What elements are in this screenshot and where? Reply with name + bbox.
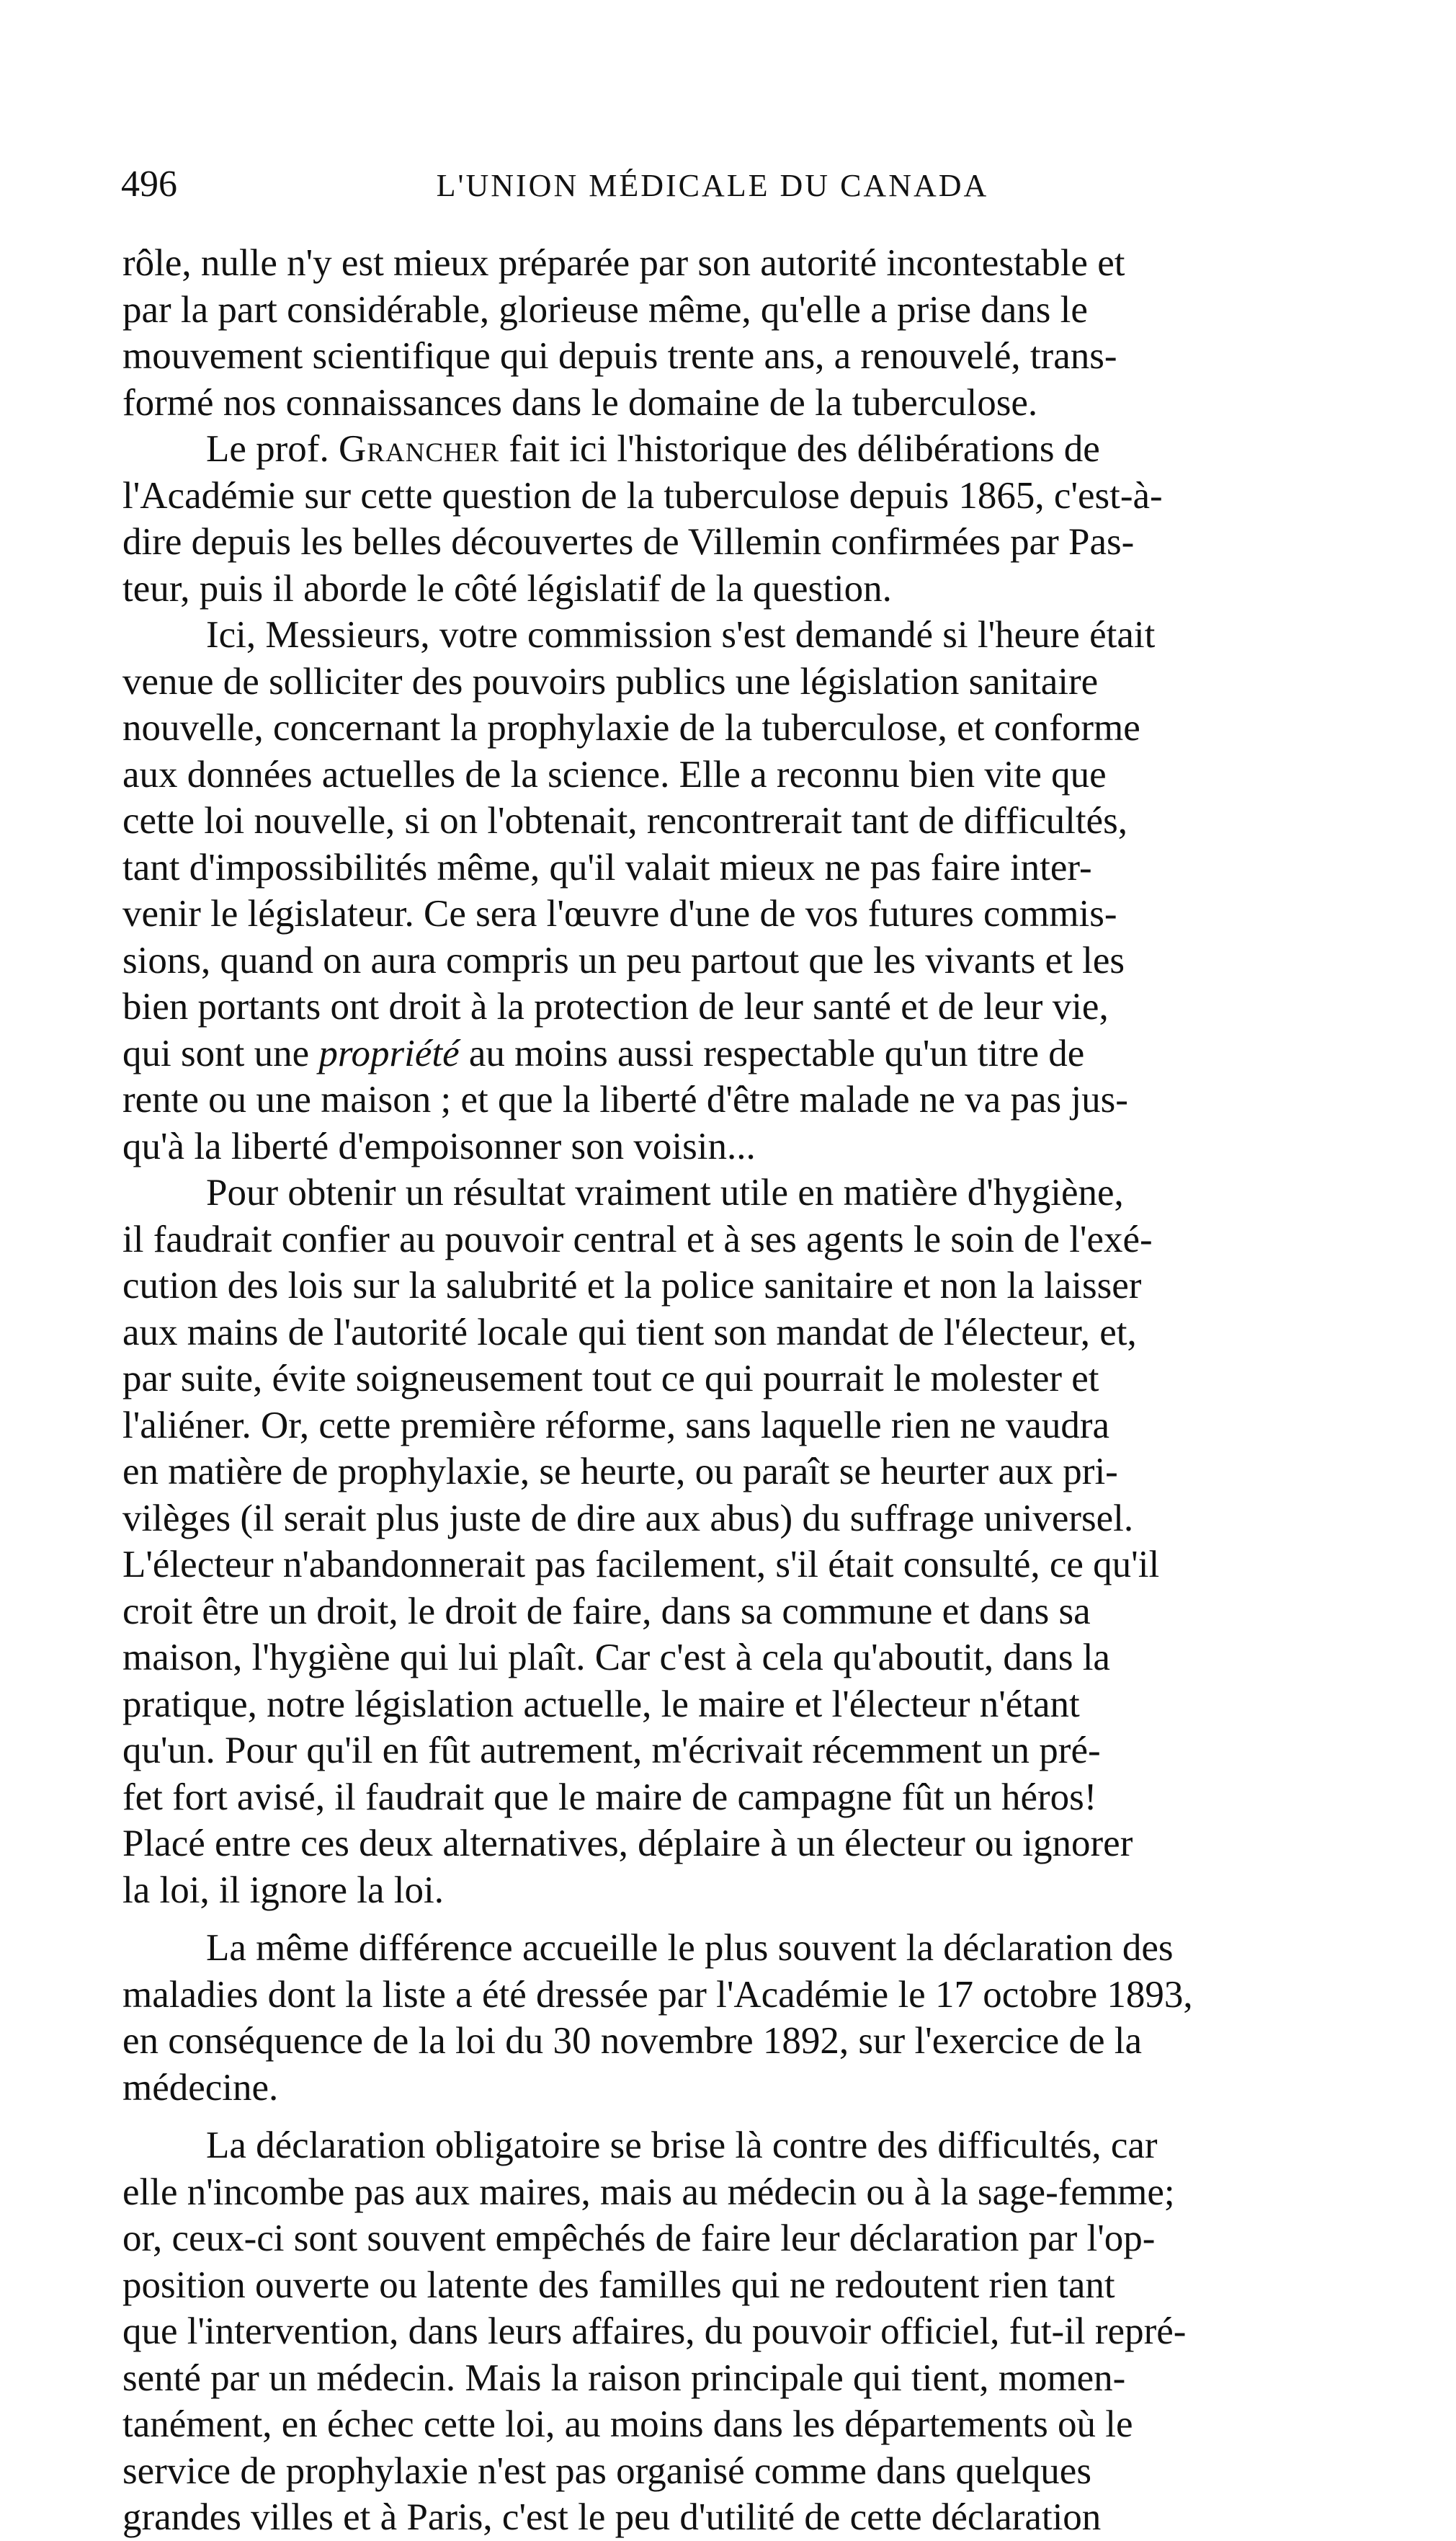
running-title: L'UNION MÉDICALE DU CANADA bbox=[436, 168, 989, 203]
text-run: au moins aussi respectable qu'un titre de bbox=[459, 1032, 1085, 1074]
text-line: teur, puis il aborde le côté législatif de la question. bbox=[122, 567, 892, 610]
text-run: fait ici l'historique des délibérations de bbox=[499, 428, 1100, 470]
text-line: bien portants ont droit à la protection de leur santé et de leur vie, bbox=[122, 986, 1109, 1028]
text-line: formé nos connaissances dans le domaine de la tuberculose. bbox=[122, 381, 1038, 424]
text-run: qui sont une bbox=[122, 1032, 319, 1074]
text-line: Ici, Messieurs, votre commission s'est demandé si l'heure était bbox=[206, 614, 1156, 656]
body-text bbox=[122, 240, 1412, 2541]
text-line: tanément, en échec cette loi, au moins dans les départements où le bbox=[122, 2403, 1133, 2445]
text-line: rente ou une maison ; et que la liberté d'être malade ne va pas jus- bbox=[122, 1079, 1128, 1121]
text-line: par suite, évite soigneusement tout ce qui pourrait le molester et bbox=[122, 1358, 1099, 1399]
text-line: rôle, nulle n'y est mieux préparée par son autorité incontestable et bbox=[122, 242, 1125, 284]
text-line: nouvelle, concernant la prophylaxie de la tuberculose, et conforme bbox=[122, 707, 1140, 749]
text-line: par la part considérable, glorieuse même, qu'elle a prise dans le bbox=[122, 288, 1088, 331]
text-line: que l'intervention, dans leurs affaires, du pouvoir officiel, fut-il repré- bbox=[122, 2310, 1187, 2352]
text-line: La même différence accueille le plus souvent la déclaration des bbox=[206, 1927, 1174, 1969]
text-line: La déclaration obligatoire se brise là contre des difficultés, car bbox=[206, 2124, 1158, 2166]
text-line: sions, quand on aura compris un peu partout que les vivants et les bbox=[122, 939, 1125, 982]
text-line: qu'à la liberté d'empoisonner son voisin... bbox=[122, 1125, 756, 1167]
text-line: cette loi nouvelle, si on l'obtenait, rencontrerait tant de difficultés, bbox=[122, 800, 1127, 842]
page-number: 496 bbox=[121, 164, 177, 205]
text-line: l'Académie sur cette question de la tuberculose depuis 1865, c'est-à- bbox=[122, 474, 1163, 517]
author-name: Grancher bbox=[338, 428, 500, 470]
text-line: tant d'impossibilités même, qu'il valait mieux ne pas faire inter- bbox=[122, 846, 1092, 889]
text-line: maison, l'hygiène qui lui plaît. Car c'est à cela qu'aboutit, dans la bbox=[122, 1637, 1110, 1678]
text-line: la loi, il ignore la loi. bbox=[122, 1869, 444, 1911]
text-line: venue de solliciter des pouvoirs publics une législation sanitaire bbox=[122, 660, 1099, 703]
text-run: Le prof. bbox=[206, 428, 339, 470]
text-line: fet fort avisé, il faudrait que le maire de campagne fût un héros! bbox=[122, 1776, 1097, 1818]
text-line: Placé entre ces deux alternatives, déplaire à un électeur ou ignorer bbox=[122, 1823, 1133, 1864]
text-line: grandes villes et à Paris, c'est le peu d'utilité de cette déclaration bbox=[122, 2496, 1102, 2538]
text-line: aux mains de l'autorité locale qui tient son mandat de l'électeur, et, bbox=[122, 1311, 1137, 1353]
text-line: position ouverte ou latente des familles qui ne redoutent rien tant bbox=[122, 2264, 1115, 2306]
text-line: dire depuis les belles découvertes de Villemin confirmées par Pas- bbox=[122, 521, 1135, 563]
text-line: vilèges (il serait plus juste de dire aux abus) du suffrage universel. bbox=[122, 1497, 1134, 1539]
text-line: L'électeur n'abandonnerait pas facilement, s'il était consulté, ce qu'il bbox=[122, 1544, 1160, 1585]
text-line: en matière de prophylaxie, se heurte, ou paraît se heurter aux pri- bbox=[122, 1451, 1118, 1492]
text-line: Pour obtenir un résultat vraiment utile en matière d'hygiène, bbox=[206, 1172, 1124, 1214]
text-line: en conséquence de la loi du 30 novembre 1892, sur l'exercice de la bbox=[122, 2020, 1142, 2062]
text-line: il faudrait confier au pouvoir central et à ses agents le soin de l'exé- bbox=[122, 1218, 1153, 1260]
text-line: cution des lois sur la salubrité et la police sanitaire et non la laisser bbox=[122, 1265, 1142, 1307]
page-header bbox=[121, 163, 1390, 206]
text-line: l'aliéner. Or, cette première réforme, sans laquelle rien ne vaudra bbox=[122, 1404, 1110, 1446]
text-line bbox=[122, 1031, 1412, 1077]
text-line: aux données actuelles de la science. Elle a reconnu bien vite que bbox=[122, 753, 1107, 796]
emphasis-word: propriété bbox=[318, 1032, 460, 1074]
text-line: venir le législateur. Ce sera l'œuvre d'une de vos futures commis- bbox=[122, 893, 1117, 935]
text-line: service de prophylaxie n'est pas organisé comme dans quelques bbox=[122, 2449, 1091, 2492]
text-line: elle n'incombe pas aux maires, mais au médecin ou à la sage-femme; bbox=[122, 2171, 1175, 2213]
text-line: senté par un médecin. Mais la raison principale qui tient, momen- bbox=[122, 2357, 1126, 2399]
text-line: or, ceux-ci sont souvent empêchés de faire leur déclaration par l'op- bbox=[122, 2217, 1156, 2259]
text-line: qu'un. Pour qu'il en fût autrement, m'écrivait récemment un pré- bbox=[122, 1730, 1101, 1771]
text-line: médecine. bbox=[122, 2066, 279, 2109]
text-line: maladies dont la liste a été dressée par l'Académie le 17 octobre 1893, bbox=[122, 1973, 1193, 2016]
text-line: pratique, notre législation actuelle, le maire et l'électeur n'étant bbox=[122, 1683, 1080, 1725]
text-line: mouvement scientifique qui depuis trente ans, a renouvelé, trans- bbox=[122, 335, 1117, 377]
text-line: croit être un droit, le droit de faire, dans sa commune et dans sa bbox=[122, 1590, 1091, 1632]
text-line bbox=[122, 426, 1412, 473]
